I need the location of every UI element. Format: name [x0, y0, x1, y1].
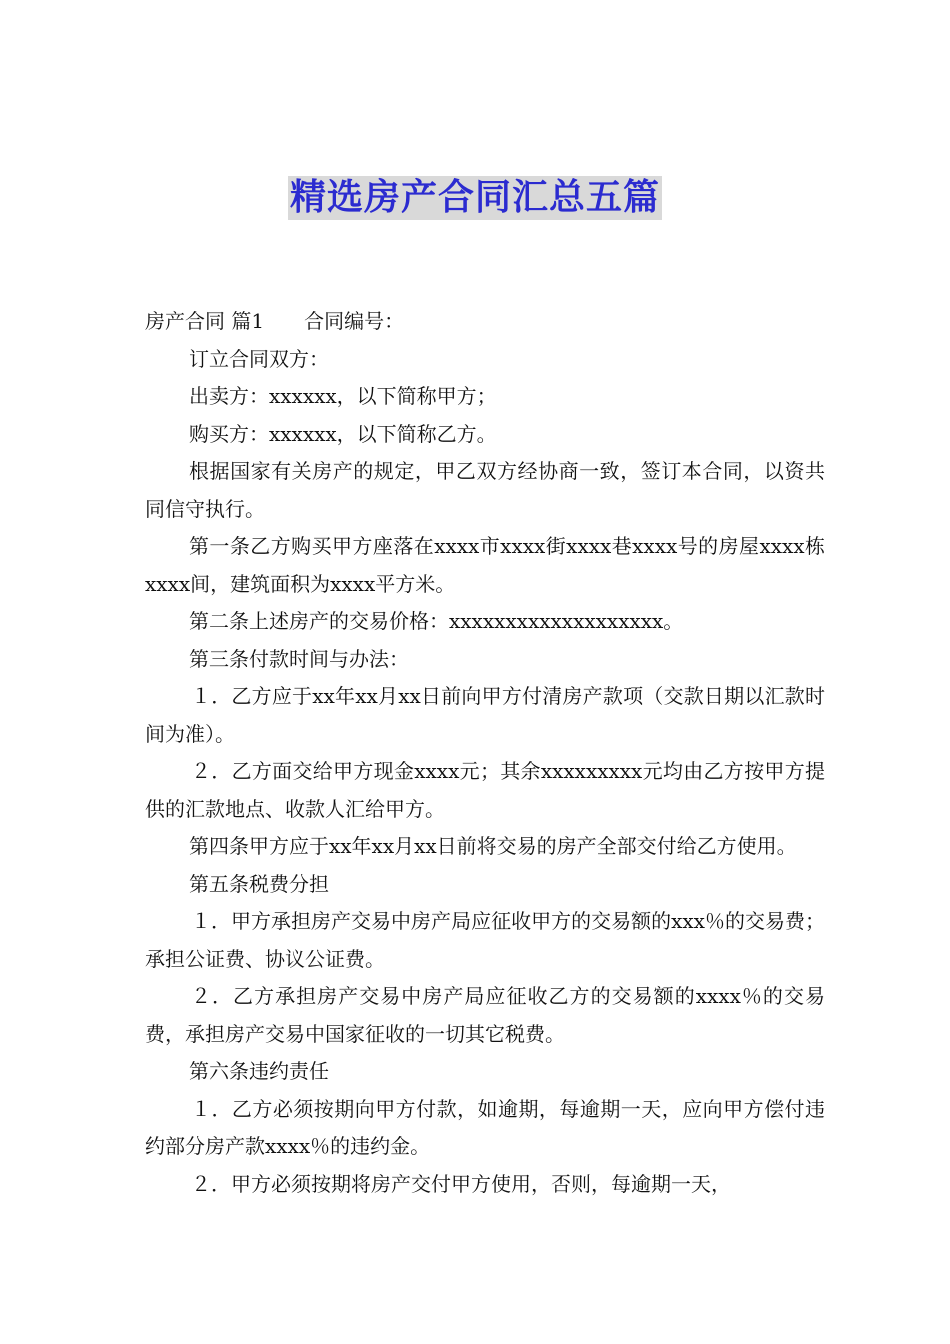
document-title: 精选房产合同汇总五篇 — [289, 177, 660, 218]
paragraph: 出卖方：xxxxxx，以下简称甲方； — [189, 384, 497, 408]
paragraph: ２．乙方面交给甲方现金xxxx元；其余xxxxxxxxx元均由乙方按甲方提供的汇款地点、收款人汇给甲方。 — [145, 759, 825, 821]
paragraph: １．乙方应于xx年xx月xx日前向甲方付清房产款项（交款日期以汇款时间为准）。 — [145, 684, 825, 746]
contract-heading-title: 房产合同 篇1 — [145, 309, 265, 333]
contract-number-label: 合同编号： — [304, 309, 405, 333]
paragraph: 第六条违约责任 — [189, 1059, 329, 1083]
paragraph: 第一条乙方购买甲方座落在xxxx市xxxx街xxxx巷xxxx号的房屋xxxx栋xxxx间，建筑面积为xxxx平方米。 — [145, 534, 825, 596]
paragraph: 根据国家有关房产的规定，甲乙双方经协商一致，签订本合同，以资共同信守执行。 — [145, 459, 825, 521]
paragraph: １．甲方承担房产交易中房产局应征收甲方的交易额的xxx％的交易费；承担公证费、协议公证费。 — [145, 909, 825, 971]
title-container — [0, 176, 950, 220]
document-body — [145, 303, 825, 1203]
paragraph: １．乙方必须按期向甲方付款，如逾期，每逾期一天，应向甲方偿付违约部分房产款xxxx％的违约金。 — [145, 1096, 825, 1158]
paragraph: 第三条付款时间与办法： — [189, 646, 409, 671]
paragraph: 订立合同双方： — [189, 346, 329, 371]
paragraph: 第五条税费分担 — [189, 871, 329, 896]
paragraph: 第四条甲方应于xx年xx月xx日前将交易的房产全部交付给乙方使用。 — [189, 834, 797, 858]
paragraph: ２．甲方必须按期将房产交付甲方使用，否则，每逾期一天， — [191, 1171, 731, 1196]
paragraph: 购买方：xxxxxx，以下简称乙方。 — [189, 421, 497, 446]
paragraph: ２．乙方承担房产交易中房产局应征收乙方的交易额的xxxx％的交易费，承担房产交易中国家征收的一切其它税费。 — [145, 984, 825, 1046]
contract-heading — [145, 303, 825, 341]
paragraph: 第二条上述房产的交易价格：xxxxxxxxxxxxxxxxxxx。 — [189, 609, 684, 633]
